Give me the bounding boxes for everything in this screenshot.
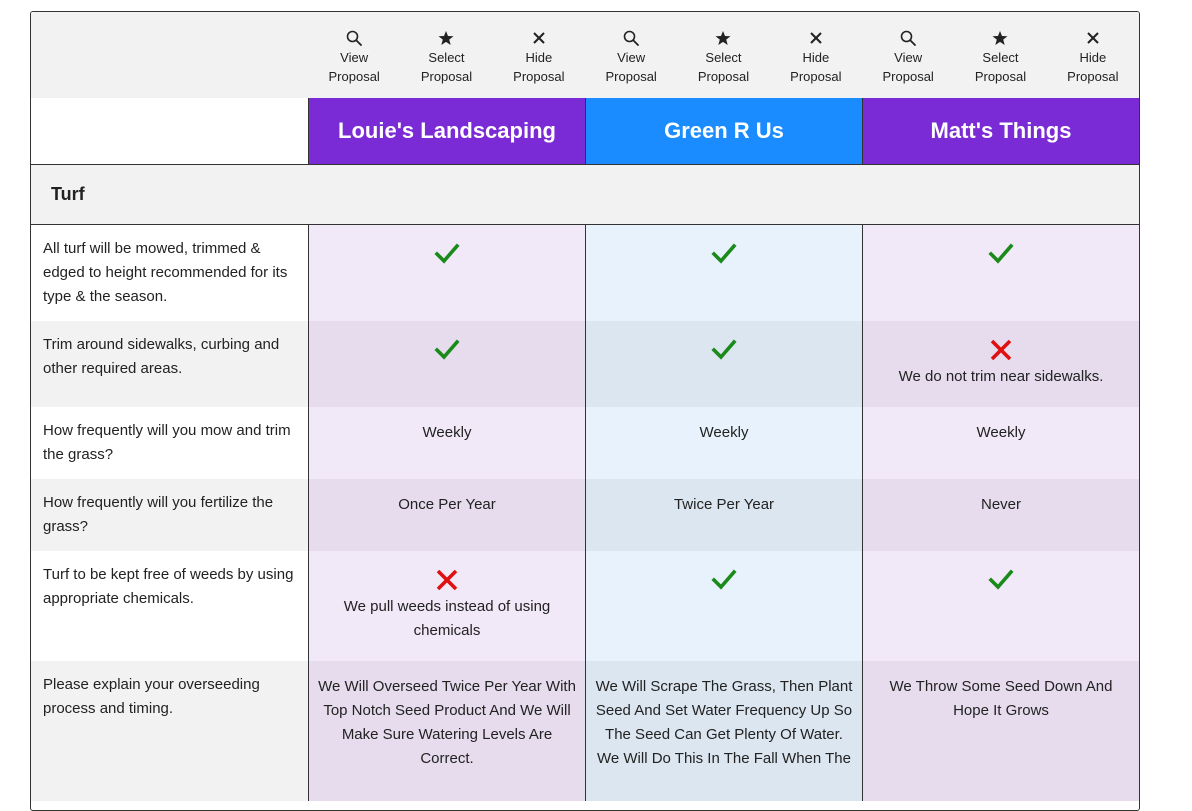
answer-text: Weekly — [422, 424, 472, 441]
hide-label-2: Proposal — [1067, 69, 1119, 84]
section-title: Turf — [31, 165, 1139, 225]
check-icon — [594, 335, 854, 365]
view-label-2: Proposal — [328, 69, 380, 84]
hide-proposal-button[interactable] — [504, 28, 574, 86]
answer-cell — [308, 225, 585, 321]
vendor-actions-2 — [862, 12, 1139, 98]
hide-proposal-button[interactable] — [781, 28, 851, 86]
table-row — [31, 407, 1139, 479]
hide-label: Hide — [1079, 50, 1107, 65]
check-icon — [317, 239, 577, 269]
question-text: All turf will be mowed, trimmed & edged to height recommended for its type & the season. — [31, 225, 308, 321]
answer-cell — [308, 479, 585, 551]
answer-text: We Will Scrape The Grass, Then Plant Seed And Set Water Frequency Up So The Seed Can Get Plenty Of Water. We Will Do This In The Fall When The — [595, 678, 853, 767]
answer-cell — [585, 551, 862, 661]
search-icon — [900, 28, 916, 48]
question-rows — [31, 225, 1139, 801]
check-icon — [594, 565, 854, 595]
select-proposal-button[interactable] — [965, 28, 1035, 86]
search-icon — [346, 28, 362, 48]
select-label: Select — [705, 50, 742, 65]
vendor-name-matts-things: Matt's Things — [862, 98, 1139, 164]
answer-text: We Throw Some Seed Down And Hope It Grows — [889, 678, 1113, 719]
answer-cell — [862, 551, 1139, 661]
proposal-comparison-table — [30, 11, 1140, 811]
answer-text: We do not trim near sidewalks. — [898, 368, 1104, 385]
hide-label: Hide — [802, 50, 830, 65]
view-label: View — [340, 50, 369, 65]
view-proposal-button[interactable] — [596, 28, 666, 86]
actions-empty-cell — [31, 12, 308, 98]
select-label-2: Proposal — [420, 69, 473, 84]
answer-text: We Will Overseed Twice Per Year With Top Notch Seed Product And We Will Make Sure Watering Levels Are Correct. — [318, 678, 576, 767]
answer-cell — [308, 321, 585, 407]
cross-icon — [871, 335, 1131, 365]
vendor-name-green-r-us: Green R Us — [585, 98, 862, 164]
table-row — [31, 321, 1139, 407]
answer-text: Never — [980, 496, 1021, 513]
question-text: How frequently will you fertilize the grass? — [31, 479, 308, 551]
select-label: Select — [982, 50, 1019, 65]
hide-proposal-button[interactable] — [1058, 28, 1128, 86]
view-label-2: Proposal — [882, 69, 934, 84]
view-label-2: Proposal — [605, 69, 657, 84]
close-icon — [1085, 28, 1101, 48]
hide-label-2: Proposal — [790, 69, 842, 84]
vendor-actions-0 — [308, 12, 585, 98]
question-text: Trim around sidewalks, curbing and other required areas. — [31, 321, 308, 407]
answer-cell — [862, 321, 1139, 407]
close-icon — [531, 28, 547, 48]
answer-cell — [308, 407, 585, 479]
hide-label-2: Proposal — [513, 69, 565, 84]
answer-text: We pull weeds instead of using chemicals — [343, 598, 551, 639]
view-label: View — [617, 50, 646, 65]
answer-cell — [862, 479, 1139, 551]
answer-cell — [585, 225, 862, 321]
select-label-2: Proposal — [697, 69, 750, 84]
header-empty-cell — [31, 98, 308, 164]
answer-cell — [585, 321, 862, 407]
answer-cell — [862, 225, 1139, 321]
hide-label: Hide — [525, 50, 553, 65]
answer-cell — [308, 551, 585, 661]
vendor-actions-1 — [585, 12, 862, 98]
answer-text: Weekly — [976, 424, 1026, 441]
star-icon — [992, 28, 1008, 48]
view-proposal-button[interactable] — [319, 28, 389, 86]
select-proposal-button[interactable] — [688, 28, 758, 86]
check-icon — [317, 335, 577, 365]
view-label: View — [894, 50, 923, 65]
answer-text: Once Per Year — [398, 496, 496, 513]
search-icon — [623, 28, 639, 48]
table-row — [31, 479, 1139, 551]
star-icon — [715, 28, 731, 48]
table-row — [31, 551, 1139, 661]
select-label: Select — [428, 50, 465, 65]
question-text: How frequently will you mow and trim the grass? — [31, 407, 308, 479]
answer-cell — [585, 479, 862, 551]
check-icon — [594, 239, 854, 269]
answer-cell — [585, 407, 862, 479]
check-icon — [871, 565, 1131, 595]
cross-icon — [317, 565, 577, 595]
vendor-header-row — [31, 98, 1139, 165]
star-icon — [438, 28, 454, 48]
table-row — [31, 661, 1139, 801]
answer-cell — [308, 661, 585, 801]
answer-text: Weekly — [699, 424, 749, 441]
answer-cell — [862, 407, 1139, 479]
vendor-name-louies-landscaping: Louie's Landscaping — [308, 98, 585, 164]
close-icon — [808, 28, 824, 48]
answer-text: Twice Per Year — [673, 496, 775, 513]
proposal-actions-row — [31, 12, 1139, 98]
table-row — [31, 225, 1139, 321]
check-icon — [871, 239, 1131, 269]
question-text: Please explain your overseeding process and timing. — [31, 661, 308, 801]
view-proposal-button[interactable] — [873, 28, 943, 86]
answer-cell — [862, 661, 1139, 801]
question-text: Turf to be kept free of weeds by using appropriate chemicals. — [31, 551, 308, 661]
select-proposal-button[interactable] — [411, 28, 481, 86]
select-label-2: Proposal — [974, 69, 1027, 84]
answer-cell — [585, 661, 862, 801]
